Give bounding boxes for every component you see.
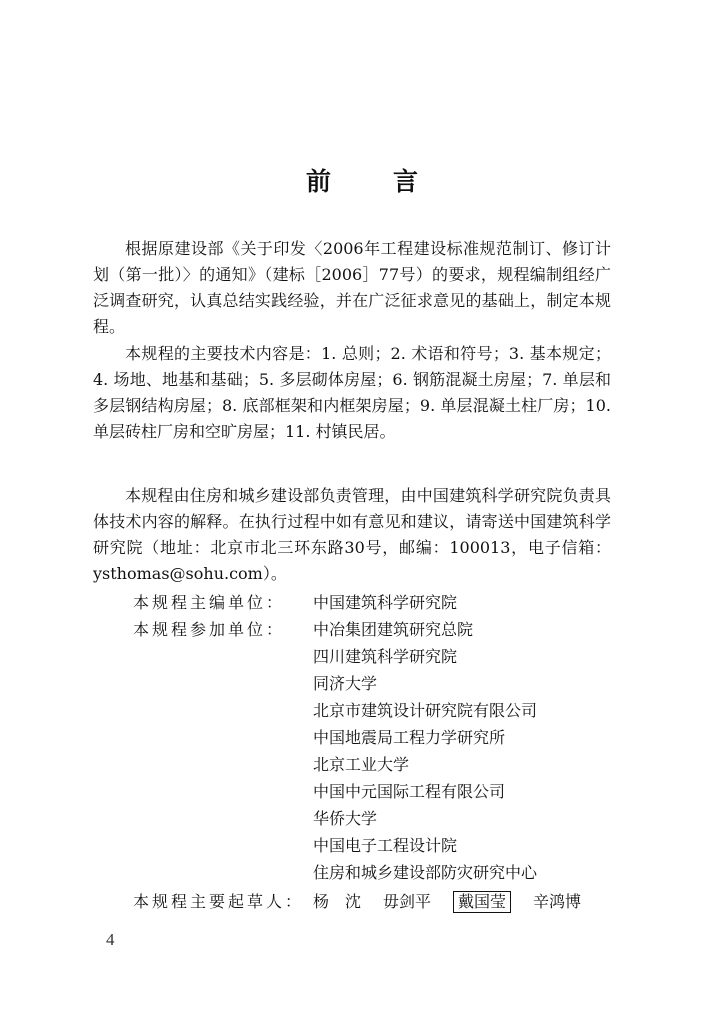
- title-char-1: 前: [305, 167, 331, 196]
- participant-unit: 四川建筑科学研究院: [313, 647, 458, 666]
- paragraph-management: 本规程由住房和城乡建设部负责管理，由中国建筑科学研究院负责具体技术内容的解释。在执行过程中如有意见和建议，请寄送中国建筑科学研究院（地址：北京市北三环东路30号，邮编：100013，电子信箱：ysthomas@sohu.com）。: [93, 486, 611, 583]
- drafter-name-highlighted: 戴国莹: [453, 891, 511, 913]
- participant-unit: 住房和城乡建设部防灾研究中心: [313, 863, 538, 882]
- drafter-name: 毋剑平: [383, 892, 432, 911]
- page-number: 4: [106, 930, 115, 949]
- paragraph-basis: 根据原建设部《关于印发〈2006年工程建设标准规范制订、修订计划（第一批）〉的通知》（建标［2006］77号）的要求，规程编制组经广泛调查研究，认真总结实践经验，并在广泛征求意见的基础上，制定本规程。: [93, 239, 611, 336]
- paragraph-contents: 本规程的主要技术内容是：1. 总则；2. 术语和符号；3. 基本规定；4. 场地、地基和基础；5. 多层砌体房屋；6. 钢筋混凝土房屋；7. 单层和多层钢结构房屋；8. 底部框架和内框架房屋；9. 单层混凝土柱厂房；10. 单层砖柱厂房和空旷房屋；11. 村镇民居。: [93, 344, 611, 441]
- participant-unit: 中国中元国际工程有限公司: [313, 782, 506, 801]
- participant-unit: 北京工业大学: [313, 755, 410, 774]
- chief-editor-label: 本规程主编单位：: [133, 593, 286, 612]
- page-title: [0, 162, 724, 198]
- participant-unit: 中国电子工程设计院: [313, 836, 458, 855]
- drafters-names: [313, 889, 603, 915]
- participant-unit: 中冶集团建筑研究总院: [313, 620, 474, 639]
- drafters-label: 本规程主要起草人：: [133, 892, 305, 911]
- drafter-name: 辛鸿博: [533, 892, 582, 911]
- participant-unit: 同济大学: [313, 674, 378, 693]
- participant-unit: 华侨大学: [313, 809, 378, 828]
- chief-editor-unit: 中国建筑科学研究院: [313, 593, 458, 612]
- participant-unit: 北京市建筑设计研究院有限公司: [313, 701, 538, 720]
- participant-unit: 中国地震局工程力学研究所: [313, 728, 506, 747]
- drafter-name: 杨 沈: [313, 892, 362, 911]
- title-char-2: 言: [393, 167, 419, 196]
- participants-label: 本规程参加单位：: [133, 620, 286, 639]
